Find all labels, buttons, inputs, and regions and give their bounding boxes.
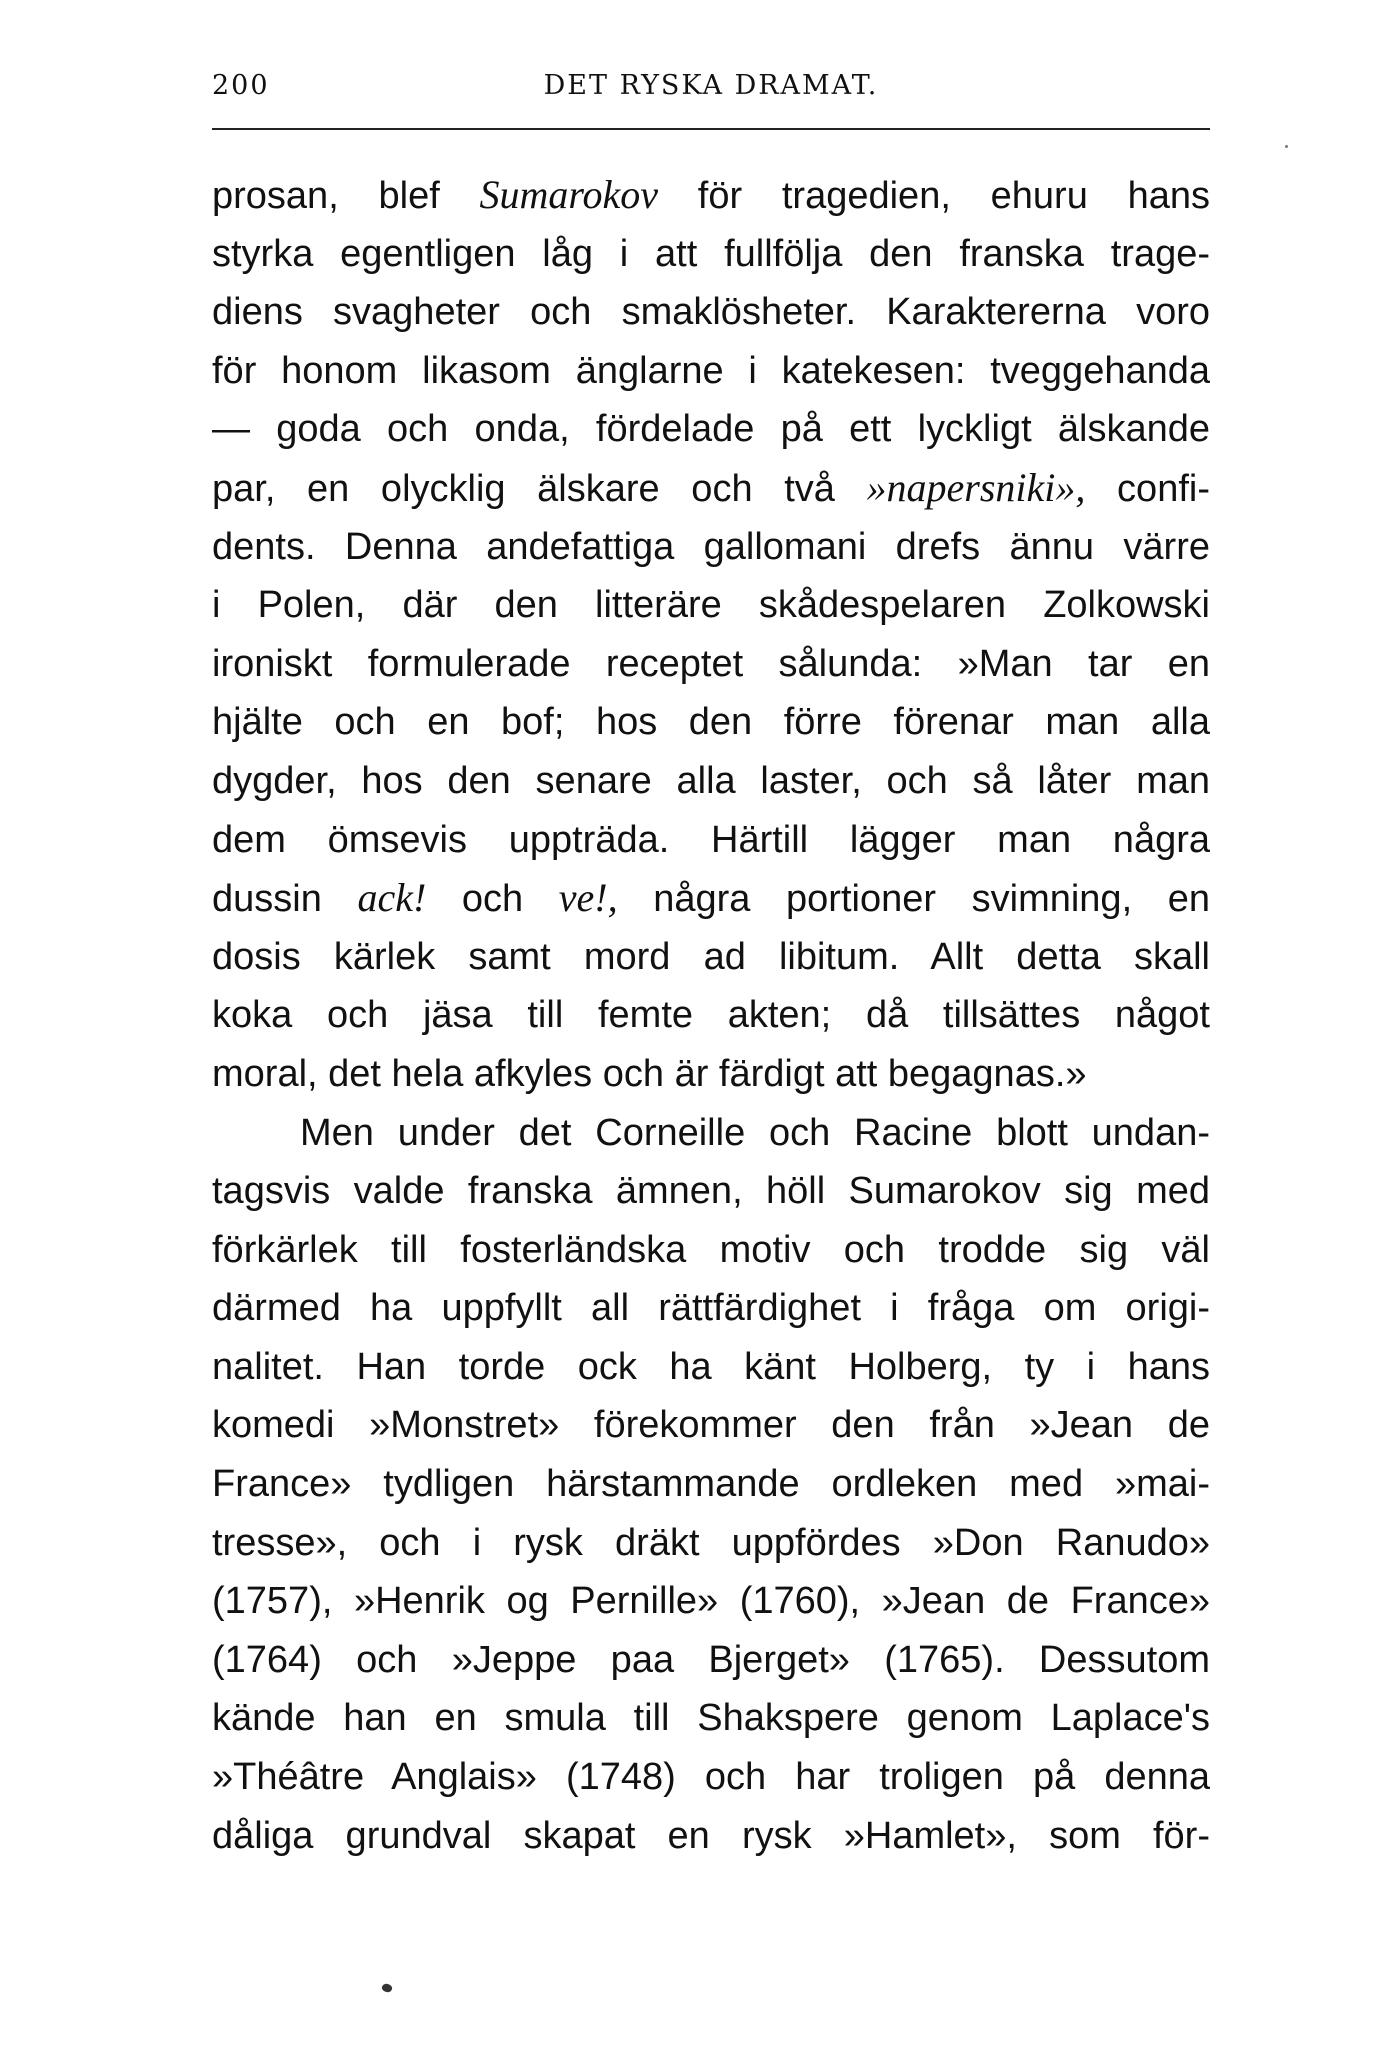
text-line: därmed ha uppfyllt all rättfärdighet i fråga om origi-	[212, 1287, 1210, 1330]
text-line: koka och jäsa till femte akten; då tillsättes något	[212, 994, 1210, 1037]
text-line: nalitet. Han torde ock ha känt Holberg, ty i hans	[212, 1345, 1210, 1388]
text-line: moral, det hela afkyles och är färdigt att begagnas.»	[212, 1052, 1087, 1095]
text-line: tresse», och i rysk dräkt uppfördes »Don Ranudo»	[212, 1521, 1210, 1564]
text-line: France» tydligen härstammande ordleken med »mai-	[212, 1463, 1210, 1506]
text-line: tagsvis valde franska ämnen, höll Sumarokov sig med	[212, 1170, 1210, 1213]
text-line: dåliga grundval skapat en rysk »Hamlet», som för-	[212, 1814, 1210, 1857]
running-title: DET RYSKA DRAMAT.	[543, 70, 879, 101]
text-line: dosis kärlek samt mord ad libitum. Allt detta skall	[212, 935, 1210, 978]
running-head	[212, 70, 1210, 110]
text-line: dussin ack! och ve!, några portioner svimning, en	[212, 875, 1210, 921]
text-line: (1757), »Henrik og Pernille» (1760), »Jean de France»	[212, 1580, 1210, 1623]
ink-speck	[381, 1982, 393, 1993]
text-line: i Polen, där den litteräre skådespelaren Zolkowski	[212, 584, 1210, 627]
text-line: kände han en smula till Shakspere genom Laplace's	[212, 1697, 1210, 1740]
text-line: styrka egentligen låg i att fullfölja den franska trage-	[212, 232, 1210, 275]
text-line: — goda och onda, fördelade på ett lyckligt älskande	[212, 408, 1210, 451]
text-line: par, en olycklig älskare och två »napersniki», confi-	[212, 464, 1210, 510]
text-line: dem ömsevis uppträda. Härtill lägger man några	[212, 818, 1210, 861]
text-line: för honom likasom änglarne i katekesen: tveggehanda	[212, 349, 1210, 392]
text-line: diens svagheter och smaklösheter. Karaktererna voro	[212, 291, 1210, 334]
text-line: hjälte och en bof; hos den förre förenar man alla	[212, 701, 1210, 744]
body-text	[212, 166, 1210, 1865]
text-line: (1764) och »Jeppe paa Bjerget» (1765). Dessutom	[212, 1638, 1210, 1681]
text-line: prosan, blef Sumarokov för tragedien, ehuru hans	[212, 172, 1210, 217]
text-line: Men under det Corneille och Racine blott undan-	[300, 1111, 1210, 1154]
text-line: »Théâtre Anglais» (1748) och har troligen på denna	[212, 1756, 1210, 1799]
text-line: förkärlek till fosterländska motiv och trodde sig väl	[212, 1228, 1210, 1271]
text-line: komedi »Monstret» förekommer den från »Jean de	[212, 1404, 1210, 1447]
ink-speck	[1285, 145, 1288, 148]
text-line: dents. Denna andefattiga gallomani drefs ännu värre	[212, 525, 1210, 568]
page-number: 200	[212, 70, 270, 101]
header-rule	[212, 128, 1210, 130]
text-line: ironiskt formulerade receptet sålunda: »Man tar en	[212, 642, 1210, 685]
text-line: dygder, hos den senare alla laster, och så låter man	[212, 759, 1210, 802]
